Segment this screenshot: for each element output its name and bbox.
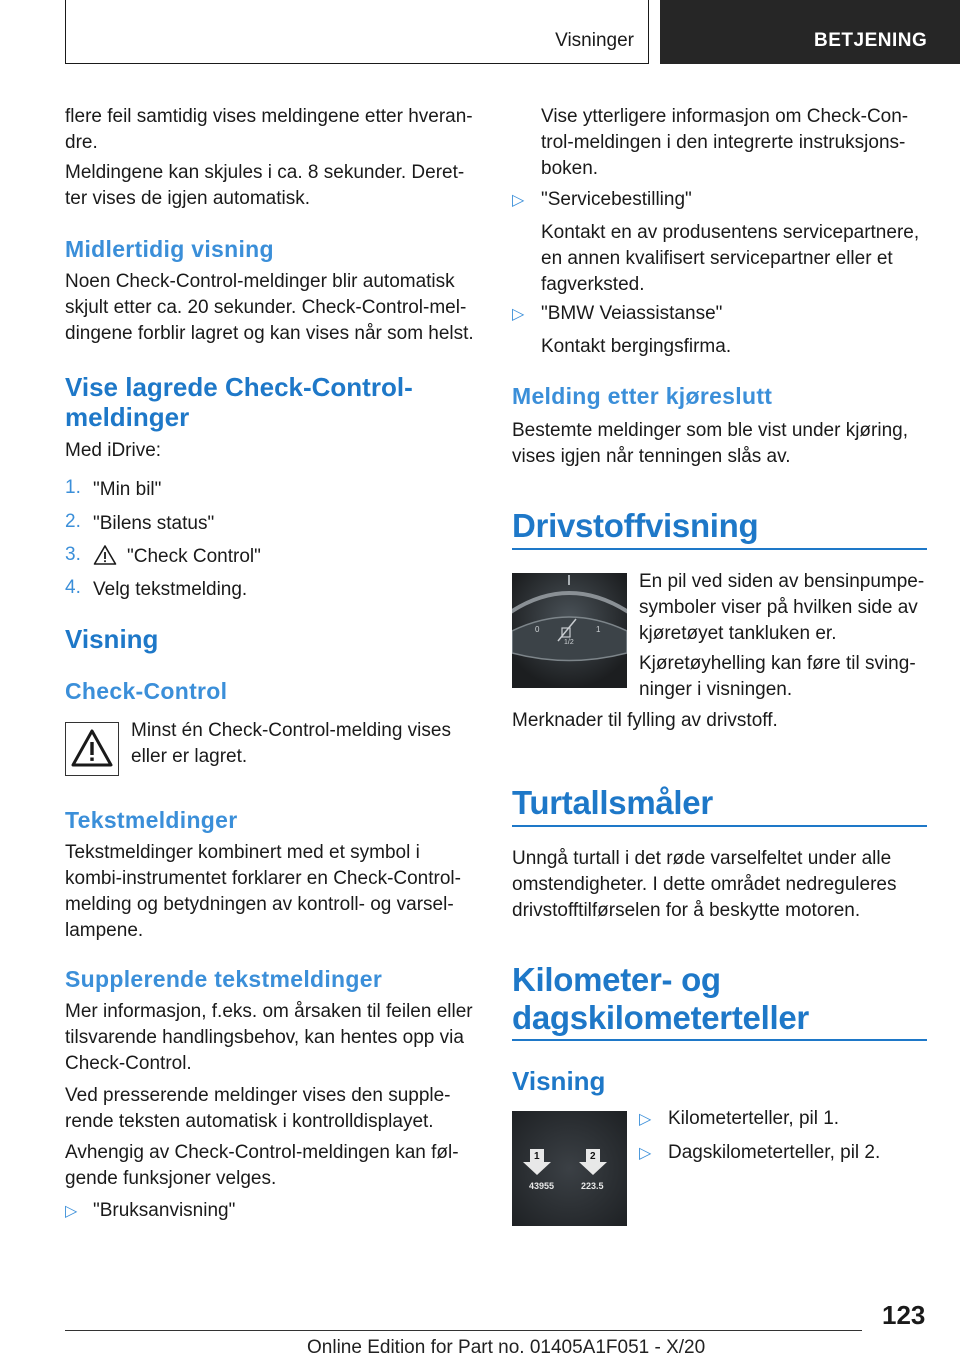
bullet-triangle-icon: ▷ xyxy=(639,1145,652,1162)
odometer-arrow-label-2: 2 xyxy=(590,1151,596,1162)
heading-melding-etter: Melding etter kjøreslutt xyxy=(512,383,773,409)
paragraph-turtall xyxy=(512,846,896,924)
bullet-bruksanvisning: "Bruksanvisning" xyxy=(93,1200,236,1221)
paragraph-tekstmeldinger xyxy=(65,840,461,944)
text-line: Kontakt en av produsentens servicepartnere, xyxy=(541,222,920,243)
text-line: Bestemte meldinger som ble vist under kjøring, xyxy=(512,420,908,441)
text-line: skjult etter ca. 20 sekunder. Check-Control-mel- xyxy=(65,297,467,318)
warning-triangle-icon xyxy=(93,544,117,566)
text-line: dingene forblir lagret og kan vises når som helst. xyxy=(65,323,474,344)
fuel-gauge-left: 0 xyxy=(535,625,540,634)
header-section-box xyxy=(65,0,649,64)
heading-tekstmeldinger: Tekstmeldinger xyxy=(65,807,238,833)
text-line: Meldingene kan skjules i ca. 8 sekunder. Deret- xyxy=(65,162,465,183)
text-line: Tekstmeldinger kombinert med et symbol i xyxy=(65,842,420,863)
heading-kilometer xyxy=(512,961,809,1037)
step-text: "Check Control" xyxy=(127,546,261,567)
fuel-gauge-mid: 1/2 xyxy=(564,639,574,646)
text-line: lampene. xyxy=(65,920,144,941)
text-line: boken. xyxy=(541,158,599,179)
heading-line: dagskilometerteller xyxy=(512,999,809,1036)
paragraph-feil xyxy=(65,104,473,156)
text-line: melding og betydningen av kontroll- og varsel- xyxy=(65,894,454,915)
odometer-trip: 223.5 xyxy=(581,1181,604,1191)
text-line: Avhengig av Check-Control-meldingen kan føl- xyxy=(65,1142,459,1163)
warning-triangle-icon xyxy=(66,723,118,775)
heading-rule xyxy=(512,1039,927,1041)
text-line: kjøretøyet tankluken er. xyxy=(639,623,837,644)
text-line: tilsvarende handlingsbehov, kan hentes opp via xyxy=(65,1027,464,1048)
text-line: Mer informasjon, f.eks. om årsaken til feilen eller xyxy=(65,1001,473,1022)
text-line: rende teksten automatisk i kontrolldisplayet. xyxy=(65,1111,434,1132)
step-number: 4. xyxy=(65,577,81,598)
bullet-dagskilometerteller: Dagskilometerteller, pil 2. xyxy=(668,1142,881,1163)
text-line: Check-Control. xyxy=(65,1053,192,1074)
heading-vise-lagrede xyxy=(65,372,413,432)
paragraph-vise-ytterligere xyxy=(541,104,908,182)
paragraph-avhengig xyxy=(65,1140,459,1192)
text-line: flere feil samtidig vises meldingene etter hveran- xyxy=(65,106,473,127)
paragraph-check-control xyxy=(131,718,451,770)
heading-visning: Visning xyxy=(65,624,159,654)
heading-midlertidig-visning: Midlertidig visning xyxy=(65,236,274,262)
paragraph-helling xyxy=(639,651,916,703)
step-number: 1. xyxy=(65,477,81,498)
paragraph-merknader: Merknader til fylling av drivstoff. xyxy=(512,710,778,731)
paragraph-presserende xyxy=(65,1083,451,1135)
bullet-triangle-icon: ▷ xyxy=(512,192,525,209)
bullet-kilometerteller: Kilometerteller, pil 1. xyxy=(668,1108,840,1129)
step-text: "Bilens status" xyxy=(93,513,215,534)
text-line: vises igjen når tenningen slås av. xyxy=(512,446,791,467)
text-line: ninger i visningen. xyxy=(639,679,793,700)
text-line: omstendigheter. I dette området nedreguleres xyxy=(512,874,897,895)
paragraph-mer-informasjon xyxy=(65,999,473,1077)
heading-line: Vise lagrede Check-Control- xyxy=(65,372,413,402)
paragraph-bestemte xyxy=(512,418,908,470)
text-line: Minst én Check-Control-melding vises xyxy=(131,720,451,741)
heading-line: meldinger xyxy=(65,402,190,432)
text-line: fagverksted. xyxy=(541,274,645,295)
heading-rule xyxy=(512,548,927,550)
page-number: 123 xyxy=(882,1300,926,1330)
step-text: "Min bil" xyxy=(93,479,162,500)
paragraph-bergingsfirma: Kontakt bergingsfirma. xyxy=(541,336,732,357)
text-line: eller er lagret. xyxy=(131,746,248,767)
header-chapter-box xyxy=(660,0,960,64)
text-line: kombi-instrumentet forklarer en Check-Control- xyxy=(65,868,461,889)
step-number: 2. xyxy=(65,511,81,532)
odometer-image xyxy=(512,1111,627,1226)
odometer-total: 43955 xyxy=(529,1181,555,1191)
heading-check-control: Check-Control xyxy=(65,678,228,704)
text-line: Noen Check-Control-meldinger blir automatisk xyxy=(65,271,455,292)
heading-rule xyxy=(512,825,927,827)
odometer-graphic xyxy=(512,1111,627,1226)
paragraph-midlertidig xyxy=(65,269,474,347)
paragraph-pil xyxy=(639,569,924,647)
text-line: ter vises de igjen automatisk. xyxy=(65,188,311,209)
bullet-servicebestilling: "Servicebestilling" xyxy=(541,189,692,210)
header-section-title: Visninger xyxy=(555,30,634,51)
text-line: dre. xyxy=(65,132,98,153)
text-line: symboler viser på hvilken side av xyxy=(639,597,918,618)
footer-rule xyxy=(65,1330,862,1331)
step-text: Velg tekstmelding. xyxy=(93,579,248,600)
text-line: En pil ved siden av bensinpumpe- xyxy=(639,571,925,592)
odometer-arrow-label-1: 1 xyxy=(534,1151,540,1162)
header-chapter-title: BETJENING xyxy=(814,30,928,51)
bullet-triangle-icon: ▷ xyxy=(512,306,525,323)
step-number: 3. xyxy=(65,544,81,565)
fuel-gauge-right: 1 xyxy=(596,625,601,634)
fuel-gauge-image xyxy=(512,573,627,688)
text-line: en annen kvalifisert servicepartner eller et xyxy=(541,248,893,269)
paragraph-kontakt-service xyxy=(541,220,919,298)
text-line: Unngå turtall i det røde varselfeltet under alle xyxy=(512,848,892,869)
text-line: drivstofftilførselen for å beskytte motoren. xyxy=(512,900,861,921)
heading-drivstoffvisning: Drivstoffvisning xyxy=(512,507,759,544)
text-line: Kjøretøyhelling kan føre til sving- xyxy=(639,653,916,674)
text-line: Vise ytterligere informasjon om Check-Con- xyxy=(541,106,909,127)
heading-supplerende: Supplerende tekstmeldinger xyxy=(65,966,383,992)
heading-visning-km: Visning xyxy=(512,1066,606,1096)
paragraph-med-idrive: Med iDrive: xyxy=(65,440,162,461)
fuel-gauge-graphic xyxy=(512,573,627,688)
bullet-veiassistanse: "BMW Veiassistanse" xyxy=(541,303,723,324)
heading-line: Kilometer- og xyxy=(512,961,721,998)
paragraph-skjules xyxy=(65,160,464,212)
text-line: gende funksjoner velges. xyxy=(65,1168,277,1189)
footer-edition: Online Edition for Part no. 01405A1F051 - X/20 xyxy=(307,1337,706,1358)
text-line: trol-meldingen i den integrerte instruksjons- xyxy=(541,132,906,153)
heading-turtallsmaler: Turtallsmåler xyxy=(512,784,713,821)
text-line: Ved presserende meldinger vises den supple- xyxy=(65,1085,451,1106)
bullet-triangle-icon: ▷ xyxy=(639,1111,652,1128)
bullet-triangle-icon: ▷ xyxy=(65,1203,78,1220)
check-control-symbol xyxy=(65,722,119,776)
